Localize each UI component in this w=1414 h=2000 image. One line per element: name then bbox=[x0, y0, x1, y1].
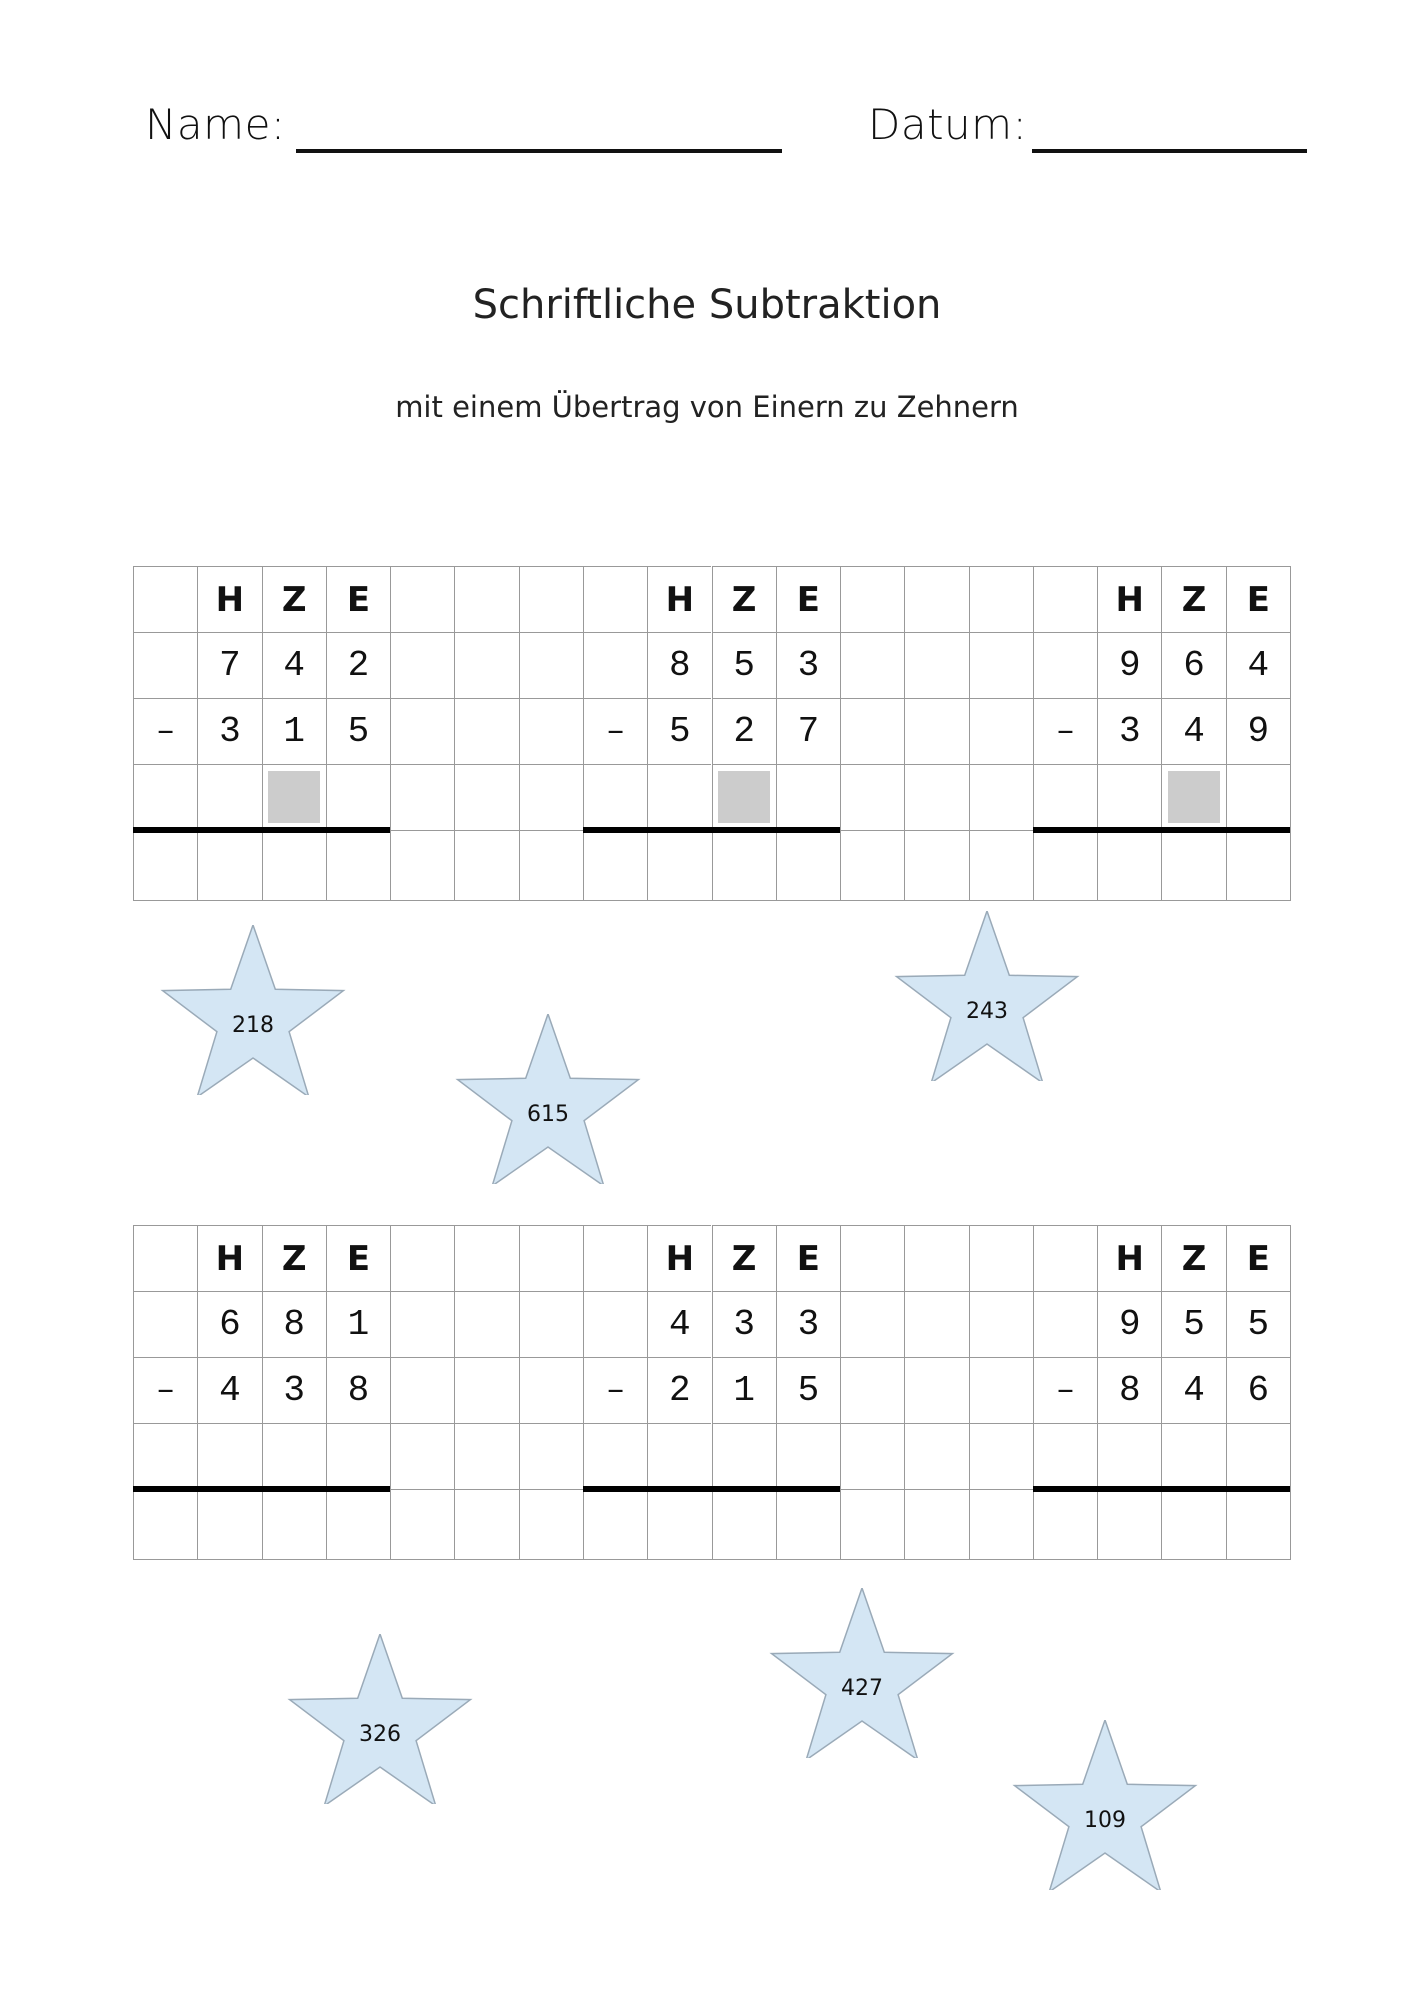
worksheet-title: Schriftliche Subtraktion bbox=[472, 282, 942, 328]
subtrahend-digit: 2 bbox=[647, 1357, 711, 1423]
result-cell[interactable] bbox=[1226, 830, 1290, 900]
column-header: H bbox=[647, 1225, 711, 1291]
star-icon bbox=[285, 1634, 475, 1804]
grid-cell bbox=[969, 1225, 1033, 1291]
star-icon bbox=[767, 1588, 957, 1758]
task-grid-top bbox=[133, 566, 1291, 901]
result-cell[interactable] bbox=[1097, 1489, 1161, 1559]
column-header: E bbox=[326, 1225, 390, 1291]
result-cell[interactable] bbox=[1033, 1489, 1097, 1559]
grid-cell bbox=[840, 1225, 904, 1291]
grid-cell bbox=[840, 1291, 904, 1357]
carry-cell[interactable] bbox=[133, 764, 197, 830]
carry-cell[interactable] bbox=[904, 1423, 968, 1489]
result-line bbox=[1033, 827, 1290, 833]
star-icon bbox=[453, 1014, 643, 1184]
minuend-digit: 5 bbox=[1226, 1291, 1290, 1357]
grid-cell bbox=[519, 632, 583, 698]
minuend-digit: 4 bbox=[262, 632, 326, 698]
carry-cell[interactable] bbox=[583, 1423, 647, 1489]
minus-sign: – bbox=[133, 698, 197, 764]
minuend-digit: 2 bbox=[326, 632, 390, 698]
grid-cell bbox=[904, 566, 968, 632]
subtrahend-digit: 3 bbox=[1097, 698, 1161, 764]
minuend-digit: 9 bbox=[1097, 1291, 1161, 1357]
result-cell[interactable] bbox=[1161, 830, 1225, 900]
column-header: H bbox=[1097, 1225, 1161, 1291]
grid-cell bbox=[133, 1225, 197, 1291]
subtrahend-digit: 6 bbox=[1226, 1357, 1290, 1423]
minus-sign: – bbox=[1033, 698, 1097, 764]
carry-cell[interactable] bbox=[454, 764, 518, 830]
carry-cell[interactable] bbox=[1097, 1423, 1161, 1489]
result-cell[interactable] bbox=[840, 1489, 904, 1559]
carry-cell[interactable] bbox=[197, 764, 261, 830]
carry-cell[interactable] bbox=[390, 1423, 454, 1489]
result-cell[interactable] bbox=[1097, 830, 1161, 900]
carry-cell[interactable] bbox=[390, 764, 454, 830]
result-line bbox=[133, 1486, 390, 1492]
carry-cell[interactable] bbox=[326, 764, 390, 830]
minuend-digit: 5 bbox=[712, 632, 776, 698]
grid-cell bbox=[390, 566, 454, 632]
subtrahend-digit: 5 bbox=[776, 1357, 840, 1423]
grid-cell bbox=[969, 698, 1033, 764]
subtrahend-digit: 5 bbox=[647, 698, 711, 764]
grid-cell bbox=[1033, 1225, 1097, 1291]
star-value: 326 bbox=[359, 1722, 401, 1747]
carry-cell[interactable] bbox=[519, 764, 583, 830]
grid-cell bbox=[583, 632, 647, 698]
grid-cell bbox=[454, 566, 518, 632]
result-cell[interactable] bbox=[583, 830, 647, 900]
column-header: E bbox=[776, 1225, 840, 1291]
worksheet-subtitle: mit einem Übertrag von Einern zu Zehnern bbox=[395, 390, 1019, 424]
column-header: H bbox=[1097, 566, 1161, 632]
answer-star bbox=[892, 911, 1082, 1081]
grid-cell bbox=[390, 632, 454, 698]
result-cell[interactable] bbox=[197, 1489, 261, 1559]
minuend-digit: 4 bbox=[1226, 632, 1290, 698]
carry-cell[interactable] bbox=[969, 1423, 1033, 1489]
grid-cell bbox=[390, 1357, 454, 1423]
date-label: Datum: bbox=[868, 100, 1028, 149]
minuend-digit: 3 bbox=[776, 1291, 840, 1357]
column-header: Z bbox=[262, 1225, 326, 1291]
grid-cell bbox=[904, 698, 968, 764]
grid-cell bbox=[904, 1225, 968, 1291]
carry-marker bbox=[268, 771, 320, 823]
grid-cell bbox=[840, 566, 904, 632]
carry-cell[interactable] bbox=[776, 764, 840, 830]
subtrahend-digit: 9 bbox=[1226, 698, 1290, 764]
carry-cell[interactable] bbox=[1033, 764, 1097, 830]
carry-cell[interactable] bbox=[519, 1423, 583, 1489]
grid-cell bbox=[904, 632, 968, 698]
grid-cell bbox=[969, 1291, 1033, 1357]
result-cell[interactable] bbox=[133, 830, 197, 900]
carry-cell[interactable] bbox=[776, 1423, 840, 1489]
result-line bbox=[583, 1486, 840, 1492]
result-cell[interactable] bbox=[454, 830, 518, 900]
subtrahend-digit: 4 bbox=[1161, 1357, 1225, 1423]
result-cell[interactable] bbox=[262, 830, 326, 900]
result-cell[interactable] bbox=[904, 1489, 968, 1559]
minuend-digit: 5 bbox=[1161, 1291, 1225, 1357]
minuend-digit: 3 bbox=[712, 1291, 776, 1357]
grid-cell bbox=[519, 566, 583, 632]
carry-cell[interactable] bbox=[454, 1423, 518, 1489]
subtrahend-digit: 3 bbox=[262, 1357, 326, 1423]
star-icon bbox=[1010, 1720, 1200, 1890]
grid-cell bbox=[519, 1225, 583, 1291]
minuend-digit: 7 bbox=[197, 632, 261, 698]
grid-cell bbox=[1033, 1291, 1097, 1357]
result-cell[interactable] bbox=[390, 1489, 454, 1559]
grid-cell bbox=[390, 698, 454, 764]
grid-cell bbox=[519, 1357, 583, 1423]
result-cell[interactable] bbox=[776, 830, 840, 900]
carry-cell[interactable] bbox=[647, 764, 711, 830]
star-value: 218 bbox=[232, 1013, 274, 1038]
minuend-digit: 1 bbox=[326, 1291, 390, 1357]
minus-sign: – bbox=[583, 1357, 647, 1423]
grid-cell bbox=[583, 1291, 647, 1357]
star-value: 427 bbox=[841, 1676, 883, 1701]
minuend-digit: 4 bbox=[647, 1291, 711, 1357]
grid-cell bbox=[840, 632, 904, 698]
result-cell[interactable] bbox=[454, 1489, 518, 1559]
minuend-digit: 3 bbox=[776, 632, 840, 698]
answer-star bbox=[1010, 1720, 1200, 1890]
task-grid-bottom bbox=[133, 1225, 1291, 1560]
result-cell[interactable] bbox=[1033, 830, 1097, 900]
result-cell[interactable] bbox=[326, 1489, 390, 1559]
column-header: Z bbox=[1161, 566, 1225, 632]
result-line bbox=[583, 827, 840, 833]
subtrahend-digit: 5 bbox=[326, 698, 390, 764]
carry-cell[interactable] bbox=[1226, 1423, 1290, 1489]
carry-cell[interactable] bbox=[969, 764, 1033, 830]
grid-cell bbox=[454, 632, 518, 698]
answer-star bbox=[453, 1014, 643, 1184]
grid-cell bbox=[390, 1225, 454, 1291]
result-cell[interactable] bbox=[776, 1489, 840, 1559]
grid-cell bbox=[133, 632, 197, 698]
carry-cell[interactable] bbox=[326, 1423, 390, 1489]
result-cell[interactable] bbox=[390, 830, 454, 900]
minuend-digit: 6 bbox=[1161, 632, 1225, 698]
carry-cell[interactable] bbox=[262, 1423, 326, 1489]
result-cell[interactable] bbox=[519, 1489, 583, 1559]
carry-marker bbox=[718, 771, 770, 823]
answer-star bbox=[158, 925, 348, 1095]
name-label: Name: bbox=[145, 100, 286, 149]
subtrahend-digit: 7 bbox=[776, 698, 840, 764]
minuend-digit: 6 bbox=[197, 1291, 261, 1357]
grid-cell bbox=[519, 1291, 583, 1357]
column-header: E bbox=[776, 566, 840, 632]
subtrahend-digit: 8 bbox=[1097, 1357, 1161, 1423]
carry-cell[interactable] bbox=[1226, 764, 1290, 830]
result-cell[interactable] bbox=[904, 830, 968, 900]
column-header: H bbox=[197, 566, 261, 632]
star-icon bbox=[158, 925, 348, 1095]
carry-cell[interactable] bbox=[583, 764, 647, 830]
column-header: H bbox=[197, 1225, 261, 1291]
grid-cell bbox=[583, 566, 647, 632]
minuend-digit: 8 bbox=[647, 632, 711, 698]
grid-cell bbox=[1033, 632, 1097, 698]
column-header: E bbox=[1226, 566, 1290, 632]
result-cell[interactable] bbox=[1161, 1489, 1225, 1559]
star-value: 615 bbox=[527, 1102, 569, 1127]
column-header: H bbox=[647, 566, 711, 632]
result-cell[interactable] bbox=[326, 830, 390, 900]
column-header: Z bbox=[262, 566, 326, 632]
carry-cell[interactable] bbox=[840, 764, 904, 830]
grid-cell bbox=[840, 698, 904, 764]
column-header: E bbox=[1226, 1225, 1290, 1291]
grid-cell bbox=[1033, 566, 1097, 632]
grid-cell bbox=[454, 1225, 518, 1291]
grid-cell bbox=[133, 566, 197, 632]
subtrahend-digit: 2 bbox=[712, 698, 776, 764]
column-header: Z bbox=[712, 566, 776, 632]
minus-sign: – bbox=[133, 1357, 197, 1423]
result-cell[interactable] bbox=[519, 830, 583, 900]
grid-cell bbox=[519, 698, 583, 764]
minuend-digit: 8 bbox=[262, 1291, 326, 1357]
subtrahend-digit: 1 bbox=[262, 698, 326, 764]
carry-cell[interactable] bbox=[133, 1423, 197, 1489]
minus-sign: – bbox=[583, 698, 647, 764]
column-header: E bbox=[326, 566, 390, 632]
grid-cell bbox=[390, 1291, 454, 1357]
result-cell[interactable] bbox=[712, 1489, 776, 1559]
result-cell[interactable] bbox=[133, 1489, 197, 1559]
result-cell[interactable] bbox=[969, 1489, 1033, 1559]
carry-cell[interactable] bbox=[1097, 764, 1161, 830]
date-field[interactable] bbox=[1032, 149, 1307, 153]
grid-cell bbox=[133, 1291, 197, 1357]
carry-cell[interactable] bbox=[712, 1423, 776, 1489]
minuend-digit: 9 bbox=[1097, 632, 1161, 698]
result-line bbox=[1033, 1486, 1290, 1492]
result-cell[interactable] bbox=[969, 830, 1033, 900]
result-cell[interactable] bbox=[840, 830, 904, 900]
result-cell[interactable] bbox=[197, 830, 261, 900]
carry-marker bbox=[1168, 771, 1220, 823]
grid-cell bbox=[969, 1357, 1033, 1423]
carry-cell[interactable] bbox=[197, 1423, 261, 1489]
carry-cell[interactable] bbox=[904, 764, 968, 830]
subtrahend-digit: 3 bbox=[197, 698, 261, 764]
grid-cell bbox=[969, 632, 1033, 698]
grid-cell bbox=[454, 698, 518, 764]
subtrahend-digit: 4 bbox=[1161, 698, 1225, 764]
result-line bbox=[133, 827, 390, 833]
subtrahend-digit: 8 bbox=[326, 1357, 390, 1423]
grid-cell bbox=[454, 1357, 518, 1423]
carry-cell[interactable] bbox=[1161, 1423, 1225, 1489]
grid-cell bbox=[454, 1291, 518, 1357]
result-cell[interactable] bbox=[583, 1489, 647, 1559]
answer-star bbox=[285, 1634, 475, 1804]
minus-sign: – bbox=[1033, 1357, 1097, 1423]
carry-cell[interactable] bbox=[1033, 1423, 1097, 1489]
star-value: 243 bbox=[966, 999, 1008, 1024]
carry-cell[interactable] bbox=[840, 1423, 904, 1489]
grid-cell bbox=[904, 1291, 968, 1357]
grid-cell bbox=[904, 1357, 968, 1423]
star-icon bbox=[892, 911, 1082, 1081]
grid-cell bbox=[969, 566, 1033, 632]
result-cell[interactable] bbox=[712, 830, 776, 900]
column-header: Z bbox=[712, 1225, 776, 1291]
answer-star bbox=[767, 1588, 957, 1758]
subtrahend-digit: 1 bbox=[712, 1357, 776, 1423]
result-cell[interactable] bbox=[262, 1489, 326, 1559]
grid-cell bbox=[840, 1357, 904, 1423]
result-cell[interactable] bbox=[647, 1489, 711, 1559]
carry-cell[interactable] bbox=[647, 1423, 711, 1489]
column-header: Z bbox=[1161, 1225, 1225, 1291]
name-field[interactable] bbox=[296, 149, 782, 153]
subtrahend-digit: 4 bbox=[197, 1357, 261, 1423]
grid-cell bbox=[583, 1225, 647, 1291]
result-cell[interactable] bbox=[1226, 1489, 1290, 1559]
result-cell[interactable] bbox=[647, 830, 711, 900]
star-value: 109 bbox=[1084, 1808, 1126, 1833]
